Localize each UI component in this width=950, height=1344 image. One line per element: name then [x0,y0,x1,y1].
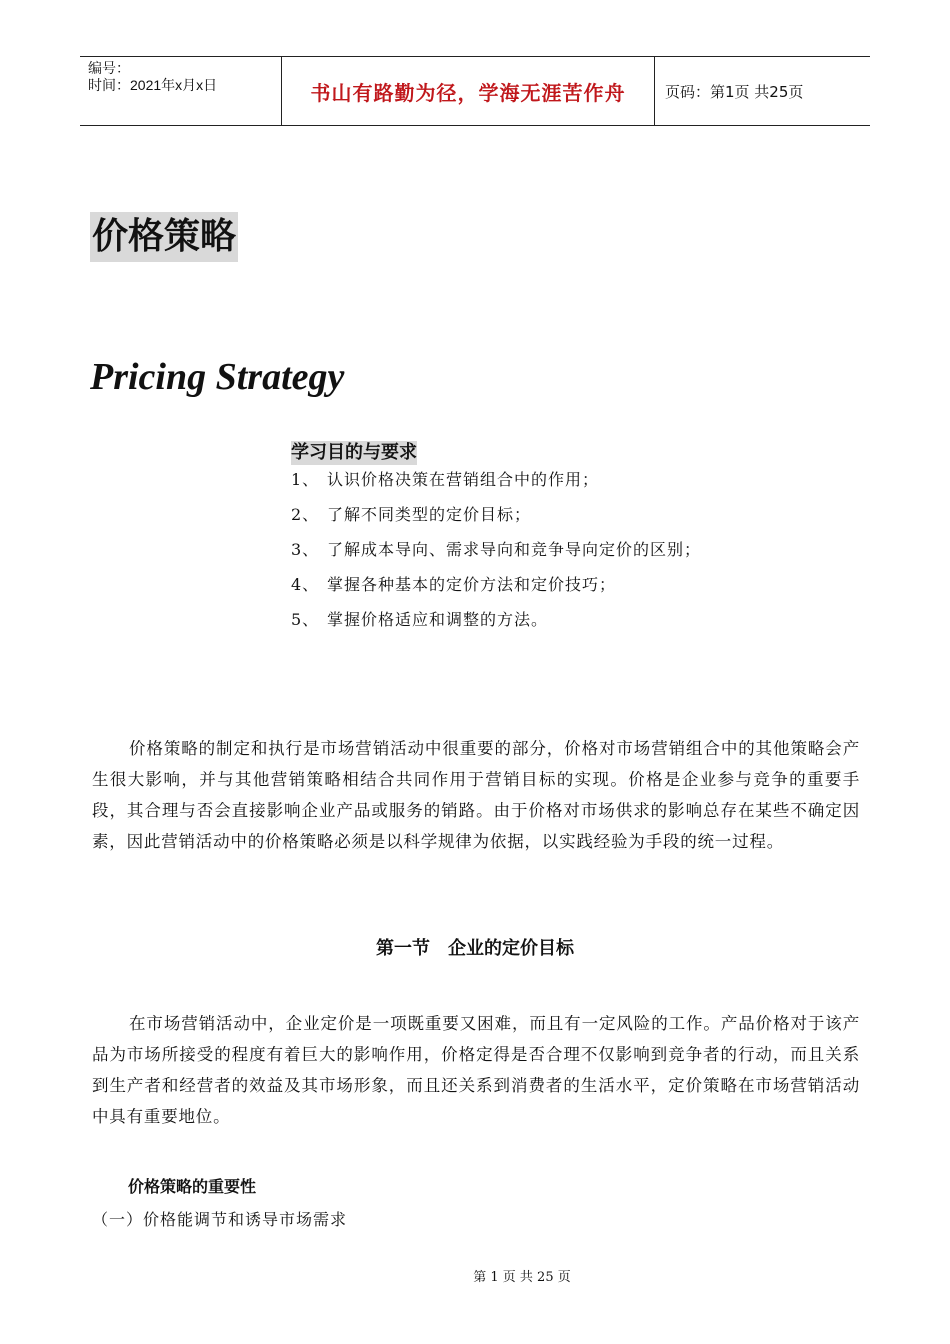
goal-item: 4、 掌握各种基本的定价方法和定价技巧； [291,575,617,594]
document-title-english: Pricing Strategy [90,356,345,398]
section-paragraph: 在市场营销活动中，企业定价是一项既重要又困难，而且有一定风险的工作。产品价格对于该产品为市场所接受的程度有着巨大的影响作用，价格定得是否合理不仅影响到竞争者的行动，而且关系到生产者和经营者的效益及其市场形象，而且还关系到消费者的生活水平，定价策略在市场营销活动中具有重要地位。 [92,1014,860,1126]
page-header [80,56,870,126]
goal-item: 1、 认识价格决策在营销组合中的作用； [291,470,600,489]
section-heading: 第一节 企业的定价目标 [376,938,574,959]
goals-heading: 学习目的与要求 [291,442,417,463]
header-meta [80,57,281,125]
intro-paragraph: 价格策略的制定和执行是市场营销活动中很重要的部分，价格对市场营销组合中的其他策略会产生很大影响，并与其他营销策略相结合共同作用于营销目标的实现。价格是企业参与竞争的重要手段，其合理与否会直接影响企业产品或服务的销路。由于价格对市场供求的影响总存在某些不确定因素，因此营销活动中的价格策略必须是以科学规律为依据，以实践经验为手段的统一过程。 [92,739,860,851]
goal-item: 5、 掌握价格适应和调整的方法。 [291,610,549,629]
goal-item: 3、 了解成本导向、需求导向和竞争导向定价的区别； [291,540,702,559]
subsection-heading: 价格策略的重要性 [128,1177,257,1196]
time-label: 时间：2021年x月x日 [88,77,218,93]
page-footer: 第 1 页 共 25 页 [473,1270,571,1285]
goal-item: 2、 了解不同类型的定价目标； [291,505,532,524]
goals-list [291,462,701,637]
number-label: 编号： [88,60,130,76]
header-motto: 书山有路勤为径，学海无涯苦作舟 [310,80,626,105]
header-page-info: 页码：第1页 共25页 [665,82,804,101]
subsection-item: （一）价格能调节和诱导市场需求 [92,1210,348,1229]
header-motto-cell [281,57,655,125]
document-title: 价格策略 [90,212,238,262]
